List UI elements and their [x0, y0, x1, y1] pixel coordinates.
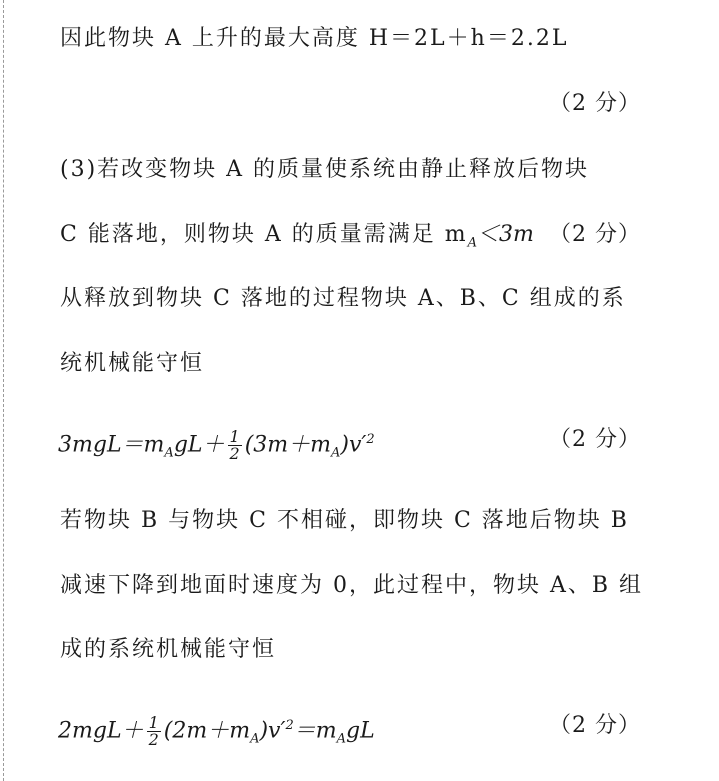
- eq1-part-c: (3m＋m: [244, 432, 332, 458]
- eq2-fraction: [147, 712, 161, 749]
- text-line-energy-conserved-1: [60, 350, 204, 378]
- text-line-energy-conserved-1-content: 统机械能守恒: [60, 351, 205, 376]
- eq2-part-d: ＝m: [293, 718, 337, 744]
- eq1-sub-a: A: [164, 445, 174, 461]
- score-text: （2 分）: [549, 91, 641, 116]
- score-label: [549, 221, 641, 249]
- eq1-part-d: )v′: [340, 432, 367, 458]
- text-line-release-process-content: 从释放到物块 C 落地的过程物块 A、B、C 组成的系: [60, 286, 626, 311]
- eq1-part-a: 3mgL＝m: [58, 432, 165, 458]
- equation-energy-1: [58, 426, 375, 468]
- eq2-part-c: )v′: [259, 718, 286, 744]
- eq1-sub-c: A: [331, 445, 341, 461]
- eq2-sup-c: 2: [285, 718, 294, 733]
- text-line-part3: [60, 156, 589, 184]
- mass-condition-sub: A: [467, 235, 477, 251]
- score-label: [549, 712, 641, 740]
- eq1-part-b: gL＋: [173, 432, 225, 458]
- text-line-no-collision-content: 若物块 B 与物块 C 不相碰，即物块 C 落地后物块 B: [60, 508, 629, 533]
- equation-energy-2: [58, 712, 375, 754]
- mass-condition-text-a: C 能落地，则物块 A 的质量需满足 m: [60, 222, 468, 247]
- page-left-dashed-border: [3, 0, 4, 781]
- score-label: [549, 90, 641, 118]
- eq2-part-b: (2m＋m: [163, 718, 251, 744]
- score-text: （2 分）: [549, 427, 641, 452]
- text-line-release-process: [60, 285, 626, 313]
- text-line-decelerate-content: 减速下降到地面时速度为 0，此过程中，物块 A、B 组: [60, 573, 644, 598]
- eq1-fraction: [228, 426, 242, 463]
- score-label: [549, 426, 641, 454]
- text-line-no-collision: [60, 507, 629, 535]
- eq2-part-e: gL: [346, 718, 375, 744]
- text-line-energy-conserved-2-content: 成的系统机械能守恒: [60, 637, 277, 662]
- score-text: （2 分）: [549, 222, 641, 247]
- text-line-part3-content: (3)若改变物块 A 的质量使系统由静止释放后物块: [60, 157, 590, 182]
- eq2-sub-b: A: [250, 731, 260, 747]
- score-text: （2 分）: [549, 713, 641, 738]
- text-line-energy-conserved-2: [60, 636, 276, 664]
- eq2-frac-num: 1: [148, 712, 159, 732]
- eq1-frac-num: 1: [229, 426, 240, 446]
- eq1-sup-d: 2: [366, 432, 375, 447]
- eq1-frac-den: 2: [229, 443, 240, 463]
- text-line-decelerate: [60, 572, 643, 600]
- text-line-mass-condition: [60, 221, 534, 257]
- eq2-part-a: 2mgL＋: [58, 718, 144, 744]
- eq2-frac-den: 2: [148, 729, 159, 749]
- text-line-max-height-content: 因此物块 A 上升的最大高度 H＝2L＋h＝2.2L: [60, 26, 569, 51]
- text-line-max-height: [60, 25, 568, 53]
- mass-condition-text-b: ＜3m: [476, 222, 534, 247]
- eq2-sub-d: A: [336, 731, 347, 747]
